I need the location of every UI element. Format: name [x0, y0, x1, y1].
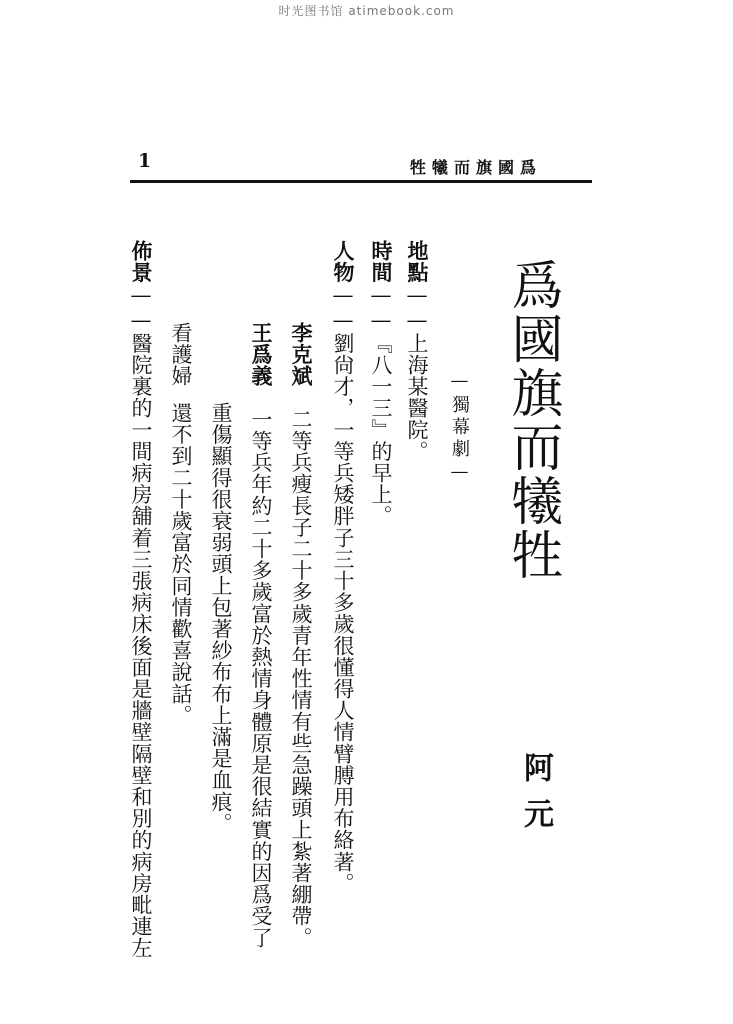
character-li-desc: 二等兵瘦長子二十多歲青年性情有些急躁頭上紮著綳帶。: [289, 408, 313, 949]
play-subtitle: —獨幕劇—: [449, 370, 470, 486]
setting-time-text: ——『八一三』的早上。: [369, 283, 393, 527]
character-wang-desc-continued: 重傷顯得很衰弱頭上包著紗布布上滿是血痕。: [209, 402, 233, 834]
setting-time: [370, 240, 392, 527]
page-number: 1: [138, 150, 152, 172]
character-nurse-desc: 還不到二十歲富於同情歡喜說話。: [169, 402, 193, 726]
setting-place-label: 地點: [405, 240, 430, 284]
character-wang-desc: 一等兵年約二十多歲富於熱情身體原是很結實的因爲受了: [249, 408, 273, 949]
character-li-name: 李克斌: [289, 322, 314, 387]
setting-time-label: 時間: [369, 240, 394, 284]
character-liu-desc: ——劉尙才，一等兵矮胖子三十多歲很懂得人情臂膊用布絡著。: [331, 283, 355, 895]
scene-text: ——醫院裏的一間病房舖着三張病床後面是牆壁隔壁和別的病房毗連左: [129, 283, 153, 959]
character-nurse-name: 看護婦: [169, 322, 193, 387]
header-rule: [130, 180, 592, 183]
character-li: [290, 322, 312, 948]
characters-label: 人物: [331, 240, 356, 284]
setting-place-text: ——上海某醫院。: [405, 283, 429, 463]
setting-place: [406, 240, 428, 462]
characters-intro: [332, 240, 354, 894]
scene-label: 佈景: [129, 240, 154, 284]
character-wang: [250, 322, 272, 948]
character-wang-name: 王爲義: [249, 322, 274, 387]
author-name: 阿元: [518, 752, 553, 844]
scene-description: [130, 240, 152, 959]
running-title: 爲國旗而犧牲: [410, 158, 543, 177]
play-title: 爲國旗而犧牲: [502, 258, 562, 582]
watermark: 时光图书馆 atimebook.com: [278, 4, 455, 18]
